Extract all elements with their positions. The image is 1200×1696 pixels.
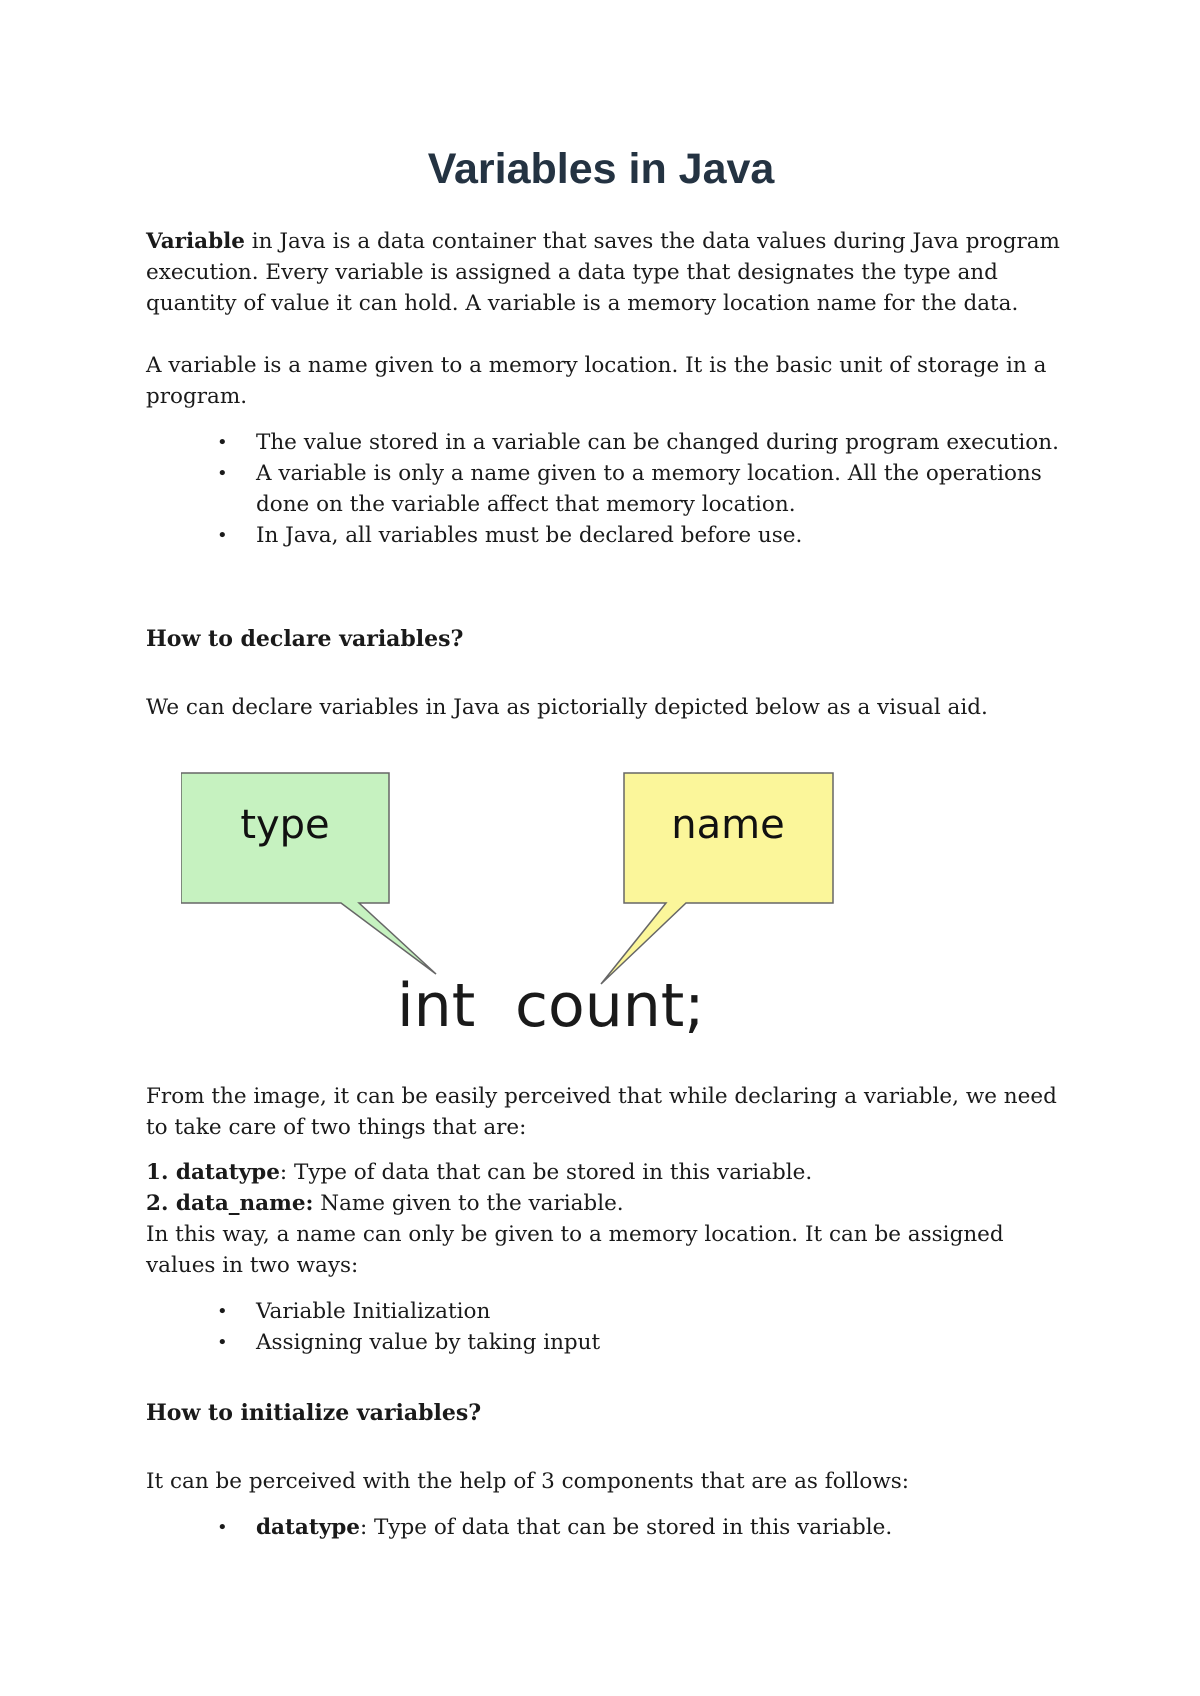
- definition-paragraph: A variable is a name given to a memory location. It is the basic unit of storage in a program.: [146, 353, 1047, 409]
- code-type: int: [397, 971, 476, 1040]
- numbered-item-label: 1. datatype: [146, 1160, 280, 1185]
- declare-heading: How to declare variables?: [146, 626, 464, 652]
- declaration-diagram-svg: [181, 770, 881, 1040]
- init-heading: How to initialize variables?: [146, 1400, 482, 1426]
- name-label: name: [671, 802, 785, 848]
- list-item: • The value stored in a variable can be changed during program execution.: [146, 427, 1066, 458]
- numbered-item-text: Name given to the variable.: [313, 1191, 624, 1216]
- numbered-item: [146, 1188, 1066, 1219]
- numbered-item-text: : Type of data that can be stored in this variable.: [279, 1160, 813, 1185]
- declare-paragraph: We can declare variables in Java as pictorially depicted below as a visual aid.: [146, 695, 988, 720]
- init-paragraph: It can be perceived with the help of 3 components that are as follows:: [146, 1469, 910, 1494]
- list-item: [146, 1512, 1066, 1543]
- list-item: • Assigning value by taking input: [146, 1327, 1066, 1358]
- numbered-item: [146, 1157, 1066, 1188]
- code-name: count;: [515, 971, 705, 1040]
- numbered-item-label: 2. data_name:: [146, 1191, 314, 1216]
- intro-text: in Java is a data container that saves the data values during Java program execution. Every variable is assigned a data type that designates the type and quantity of value it can hold. A variable is a memory location name for the data.: [146, 229, 1060, 316]
- type-label: type: [240, 802, 330, 848]
- points-list: [146, 427, 1066, 551]
- intro-paragraph: [146, 226, 1066, 319]
- component-label: datatype: [256, 1515, 360, 1540]
- component-text: : Type of data that can be stored in this variable.: [359, 1515, 893, 1540]
- list-item: • In Java, all variables must be declared before use.: [146, 520, 1066, 551]
- ways-list: [146, 1296, 1066, 1358]
- list-item: • Variable Initialization: [146, 1296, 1066, 1327]
- declaration-diagram: [181, 770, 881, 1040]
- page-title: Variables in Java: [427, 145, 775, 193]
- components-list: [146, 1512, 1066, 1543]
- intro-term: Variable: [146, 229, 245, 254]
- list-item: • A variable is only a name given to a memory location. All the operations done on the variable affect that memory location.: [146, 458, 1066, 520]
- from-image-paragraph: From the image, it can be easily perceived that while declaring a variable, we need to take care of two things that are:: [146, 1084, 1057, 1140]
- assign-paragraph: In this way, a name can only be given to a memory location. It can be assigned values in two ways:: [146, 1222, 1004, 1278]
